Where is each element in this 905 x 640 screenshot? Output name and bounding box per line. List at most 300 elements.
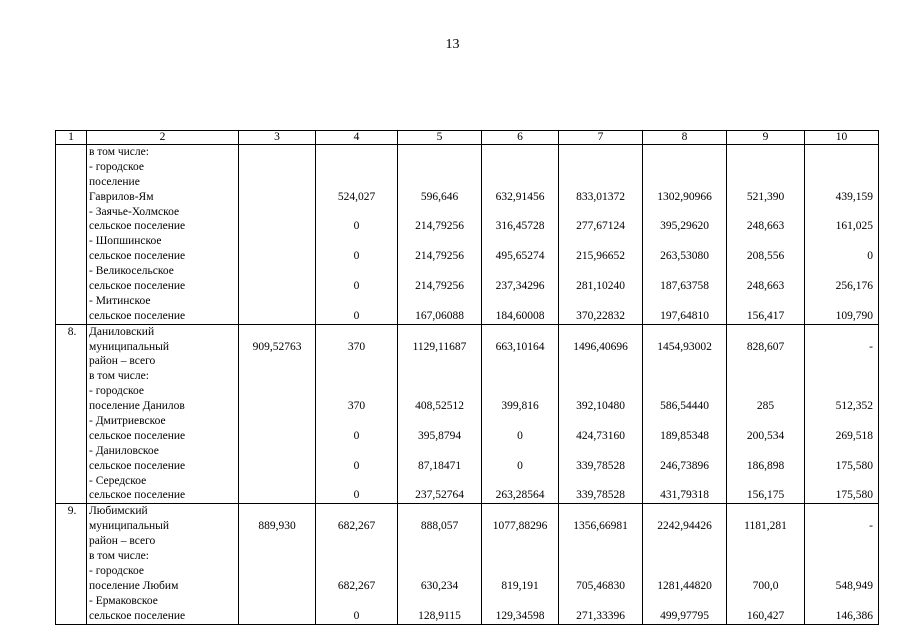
name-line: сельское поселение [89, 459, 186, 472]
name-line: сельское поселение [89, 489, 186, 502]
value-line [729, 175, 802, 190]
value-line [400, 564, 479, 579]
value-line: 819,191 [501, 579, 539, 592]
value-line [561, 160, 640, 175]
name-line: сельское поселение [89, 429, 186, 442]
value-line [484, 234, 556, 249]
value-line: 833,01372 [576, 190, 625, 203]
value-line [241, 354, 313, 369]
value-line [561, 564, 640, 579]
value-line: 2242,94426 [657, 520, 712, 533]
name-line: в том числе: [89, 370, 149, 383]
value-line [729, 594, 802, 609]
value-line [729, 369, 802, 384]
value-line [729, 504, 802, 519]
value-line [241, 459, 313, 474]
value-line [807, 205, 876, 220]
value-line: 186,898 [746, 459, 785, 472]
value-line [561, 369, 640, 384]
name-line: Гаврилов-Ям [89, 190, 154, 203]
value-line: 263,53080 [660, 250, 709, 263]
value-line: 424,73160 [576, 429, 625, 442]
value-line: 0 [353, 280, 360, 293]
value-cell-col6 [482, 145, 559, 325]
value-line [807, 145, 876, 160]
value-line: 316,45728 [495, 220, 545, 233]
value-cell-col6 [482, 504, 559, 624]
value-line [484, 504, 556, 519]
value-line [561, 549, 640, 564]
value-line: 0 [353, 250, 360, 263]
value-line [807, 234, 876, 249]
name-line: сельское поселение [89, 609, 186, 622]
value-line: 0 [867, 250, 873, 263]
value-line [241, 309, 313, 324]
value-line [318, 175, 395, 190]
value-line [729, 534, 802, 549]
value-line [484, 294, 556, 309]
value-line [241, 219, 313, 234]
name-line: Любимский [89, 505, 148, 518]
value-line: 0 [517, 429, 523, 442]
value-line [807, 384, 876, 399]
value-line: 214,79256 [415, 250, 464, 263]
value-line [729, 384, 802, 399]
value-line: 889,930 [258, 520, 296, 533]
name-line: сельское поселение [89, 280, 186, 293]
value-line [318, 594, 395, 609]
value-line: 281,10240 [576, 280, 625, 293]
value-line [241, 504, 313, 519]
value-line: 395,8794 [417, 429, 462, 442]
value-line [645, 369, 724, 384]
value-line [729, 474, 802, 489]
value-line [318, 264, 395, 279]
value-line: 1077,88296 [492, 520, 548, 533]
value-line: 370,22832 [576, 309, 625, 322]
name-line: поселение [89, 175, 140, 188]
value-line: 175,580 [835, 489, 873, 502]
value-cell-col5 [398, 504, 482, 624]
value-cell-col10 [805, 504, 879, 624]
value-line [645, 549, 724, 564]
value-line [400, 534, 479, 549]
value-line [807, 175, 876, 190]
header-cell: 3 [239, 131, 316, 145]
value-line [561, 384, 640, 399]
value-line [645, 294, 724, 309]
value-line [807, 369, 876, 384]
value-line [645, 534, 724, 549]
name-line: - Середское [89, 474, 147, 487]
value-line [645, 444, 724, 459]
value-line: 705,46830 [576, 579, 625, 592]
value-line [561, 474, 640, 489]
value-line [241, 205, 313, 220]
value-line: 431,79318 [660, 489, 709, 502]
value-line: 263,28564 [495, 489, 545, 502]
value-line: 214,79256 [415, 220, 464, 233]
value-line: 1496,40696 [573, 340, 628, 353]
name-cell [87, 145, 239, 325]
value-line: 0 [353, 489, 360, 502]
value-line [729, 444, 802, 459]
value-cell-col8 [643, 145, 727, 325]
value-line [400, 414, 479, 429]
value-line: 0 [353, 309, 360, 322]
value-cell-col5 [398, 324, 482, 504]
value-line [807, 414, 876, 429]
value-cell-col4 [316, 324, 398, 504]
header-cell: 2 [87, 131, 239, 145]
value-line [807, 474, 876, 489]
value-line [807, 564, 876, 579]
name-line: - Ермаковское [89, 594, 158, 607]
value-line [561, 414, 640, 429]
value-line: 214,79256 [415, 280, 464, 293]
value-line [484, 205, 556, 220]
value-line: 285 [756, 400, 775, 413]
value-line [807, 325, 876, 340]
value-line: 339,78528 [576, 489, 625, 502]
value-cell-col8 [643, 504, 727, 624]
value-line: 395,29620 [660, 220, 709, 233]
value-line [729, 354, 802, 369]
value-line [484, 354, 556, 369]
value-cell-col8 [643, 324, 727, 504]
value-line: 175,580 [835, 459, 873, 472]
value-cell-col5 [398, 145, 482, 325]
value-line: 888,057 [420, 520, 459, 533]
value-line [318, 414, 395, 429]
name-cell [87, 504, 239, 624]
value-line: 1181,281 [744, 520, 787, 533]
value-line: 0 [353, 609, 360, 622]
value-line: 256,176 [835, 280, 873, 293]
name-line: в том числе: [89, 146, 149, 158]
value-cell-col4 [316, 504, 398, 624]
name-line: поселение Данилов [89, 400, 185, 413]
value-cell-col3 [239, 324, 316, 504]
value-line: - [869, 520, 873, 533]
value-line: 632,91456 [495, 190, 545, 203]
value-cell-col7 [559, 324, 643, 504]
value-line [484, 369, 556, 384]
header-cell: 1 [56, 131, 87, 145]
value-line [729, 205, 802, 220]
value-line: 909,52763 [252, 340, 302, 353]
value-line [400, 264, 479, 279]
value-line [561, 325, 640, 340]
value-line [561, 534, 640, 549]
value-line: 512,352 [835, 400, 873, 413]
name-line: район – всего [89, 535, 156, 548]
value-line [400, 594, 479, 609]
value-line [561, 234, 640, 249]
value-line: 237,52764 [415, 489, 464, 502]
value-line: 1281,44820 [657, 579, 712, 592]
value-line [561, 205, 640, 220]
value-line [807, 549, 876, 564]
value-line [241, 294, 313, 309]
value-line [807, 504, 876, 519]
page-number: 13 [445, 37, 460, 52]
name-cell [87, 324, 239, 504]
value-line [318, 234, 395, 249]
name-line: сельское поселение [89, 220, 186, 233]
value-line: 1356,66981 [573, 520, 628, 533]
value-cell-col4 [316, 145, 398, 325]
value-line [318, 564, 395, 579]
value-line: 392,10480 [576, 400, 625, 413]
value-line: 208,556 [746, 250, 785, 263]
value-line [807, 534, 876, 549]
row-number [56, 145, 87, 325]
value-line [645, 594, 724, 609]
value-line [400, 504, 479, 519]
value-line [318, 369, 395, 384]
value-cell-col9 [727, 504, 805, 624]
value-line [400, 175, 479, 190]
value-line [561, 354, 640, 369]
value-line: 271,33396 [576, 609, 625, 622]
value-line [241, 609, 313, 624]
value-line: 0 [353, 459, 360, 472]
value-line [561, 145, 640, 160]
name-line: в том числе: [89, 550, 149, 563]
value-line: 161,025 [835, 220, 873, 233]
value-cell-col10 [805, 324, 879, 504]
value-line [561, 444, 640, 459]
data-table [55, 130, 879, 625]
value-line [645, 234, 724, 249]
value-line: 146,386 [835, 609, 873, 622]
table-row [56, 324, 879, 504]
value-line [807, 354, 876, 369]
value-line: 682,267 [337, 520, 376, 533]
table-row [56, 504, 879, 624]
value-line [318, 325, 395, 340]
value-line: 370 [347, 400, 366, 413]
value-line [318, 205, 395, 220]
name-line: Даниловский [89, 325, 155, 338]
value-line [241, 564, 313, 579]
value-line: 495,65274 [495, 250, 545, 263]
value-line [807, 444, 876, 459]
name-line: - городское [89, 385, 145, 398]
value-line: 0 [353, 429, 360, 442]
value-line: 548,949 [835, 579, 873, 592]
name-line: - городское [89, 160, 145, 173]
value-line [400, 205, 479, 220]
value-line [318, 474, 395, 489]
value-line: 237,34296 [495, 280, 545, 293]
name-line: сельское поселение [89, 250, 186, 263]
value-line [484, 325, 556, 340]
value-line [645, 504, 724, 519]
header-cell: 6 [482, 131, 559, 145]
value-line: 700,0 [752, 579, 779, 592]
value-line [241, 249, 313, 264]
value-line [241, 399, 313, 414]
value-line: 109,790 [835, 309, 873, 322]
value-line [645, 354, 724, 369]
value-cell-col7 [559, 145, 643, 325]
header-cell: 10 [805, 131, 879, 145]
value-line: 215,96652 [576, 250, 625, 263]
value-line: 408,52512 [415, 400, 464, 413]
value-line [484, 414, 556, 429]
value-line [729, 325, 802, 340]
name-line: сельское поселение [89, 309, 186, 322]
value-line: - [869, 340, 873, 353]
value-line [645, 145, 724, 160]
value-line [484, 145, 556, 160]
header-cell: 5 [398, 131, 482, 145]
name-line: - Заячье-Холмское [89, 205, 180, 218]
value-line: 399,816 [501, 400, 539, 413]
value-line [561, 504, 640, 519]
name-line: муниципальный [89, 340, 170, 353]
value-line [484, 564, 556, 579]
value-line: 129,34598 [495, 609, 545, 622]
value-line: 248,663 [746, 280, 785, 293]
value-line: 596,646 [420, 190, 459, 203]
row-number: 9. [56, 504, 87, 624]
header-row [56, 131, 879, 145]
value-line [241, 325, 313, 340]
value-line: 499,97795 [660, 609, 709, 622]
value-cell-col6 [482, 324, 559, 504]
value-line [318, 384, 395, 399]
name-line: - Митинское [89, 294, 151, 307]
value-line [645, 205, 724, 220]
value-line [241, 369, 313, 384]
value-line [645, 384, 724, 399]
table-row [56, 145, 879, 325]
value-line [645, 564, 724, 579]
value-line [561, 175, 640, 190]
value-line [645, 175, 724, 190]
header-cell: 9 [727, 131, 805, 145]
value-line [318, 160, 395, 175]
value-line: 187,63758 [660, 280, 709, 293]
value-line [241, 190, 313, 205]
value-line [729, 294, 802, 309]
value-line: 1129,11687 [412, 340, 467, 353]
value-line [400, 234, 479, 249]
value-line [807, 294, 876, 309]
value-line [318, 549, 395, 564]
value-line [241, 234, 313, 249]
value-line [241, 175, 313, 190]
value-line [241, 414, 313, 429]
value-line [645, 325, 724, 340]
value-line [561, 264, 640, 279]
value-line [241, 429, 313, 444]
value-line: 682,267 [337, 579, 376, 592]
value-line: 277,67124 [576, 220, 625, 233]
value-line [484, 549, 556, 564]
value-line [729, 414, 802, 429]
value-line: 248,663 [746, 220, 785, 233]
value-line [400, 549, 479, 564]
value-line [318, 504, 395, 519]
value-line [807, 264, 876, 279]
value-line [729, 160, 802, 175]
value-line [729, 564, 802, 579]
value-line [318, 294, 395, 309]
value-line [484, 594, 556, 609]
value-line [400, 294, 479, 309]
value-line [561, 294, 640, 309]
name-line: - Дмитриевское [89, 415, 166, 428]
value-cell-col3 [239, 504, 316, 624]
value-line [729, 234, 802, 249]
value-line: 370 [347, 340, 366, 353]
name-line: - Даниловское [89, 444, 159, 457]
value-line: 524,027 [337, 190, 376, 203]
value-line [318, 145, 395, 160]
value-line [318, 354, 395, 369]
header-cell: 7 [559, 131, 643, 145]
value-cell-col10 [805, 145, 879, 325]
name-line: - Великосельское [89, 265, 174, 278]
value-line [241, 594, 313, 609]
value-line [241, 384, 313, 399]
name-line: - Шопшинское [89, 235, 162, 248]
value-line [400, 369, 479, 384]
value-line [729, 549, 802, 564]
value-line [241, 579, 313, 594]
value-line [400, 325, 479, 340]
value-line: 586,54440 [660, 400, 709, 413]
value-line: 87,18471 [417, 459, 462, 472]
value-line [400, 145, 479, 160]
value-line: 439,159 [835, 190, 873, 203]
value-line [400, 444, 479, 459]
value-line: 167,06088 [415, 309, 464, 322]
value-line [400, 354, 479, 369]
value-line [729, 145, 802, 160]
name-line: муниципальный [89, 520, 170, 533]
value-line: 156,175 [746, 489, 785, 502]
value-line: 197,64810 [660, 309, 709, 322]
value-line [645, 160, 724, 175]
value-line [400, 160, 479, 175]
value-cell-col9 [727, 145, 805, 325]
value-line: 160,427 [746, 609, 785, 622]
value-line [400, 474, 479, 489]
value-line [318, 534, 395, 549]
value-line: 663,10164 [495, 340, 545, 353]
name-line: район – всего [89, 355, 156, 368]
value-line [645, 264, 724, 279]
value-line [807, 160, 876, 175]
value-line: 828,607 [746, 340, 785, 353]
value-line [484, 474, 556, 489]
value-line [484, 534, 556, 549]
value-cell-col7 [559, 504, 643, 624]
value-line [241, 474, 313, 489]
value-line: 630,234 [420, 579, 459, 592]
value-line [645, 414, 724, 429]
value-line [484, 384, 556, 399]
value-line [484, 444, 556, 459]
value-line: 339,78528 [576, 459, 625, 472]
value-line: 0 [517, 459, 523, 472]
value-line [241, 534, 313, 549]
